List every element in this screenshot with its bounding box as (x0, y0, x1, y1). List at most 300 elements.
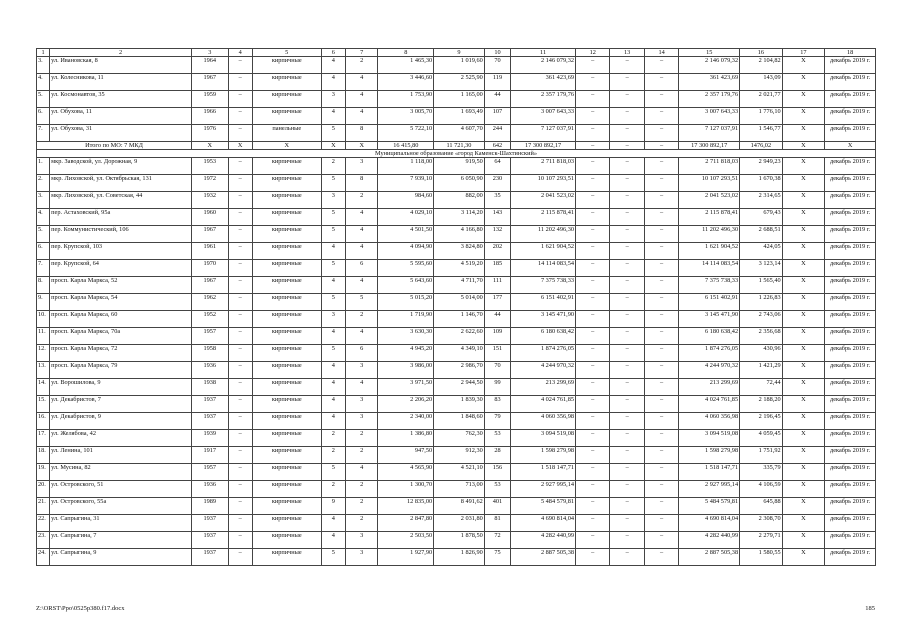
cell-living: 912,30 (434, 447, 485, 464)
cell-per: 2 949,23 (740, 158, 783, 175)
cell-living: 2 622,60 (434, 328, 485, 345)
cell-due: декабрь 2019 г. (825, 430, 876, 447)
column-number: 16 (740, 49, 783, 57)
cell-year: 1961 (192, 243, 228, 260)
cell-due: декабрь 2019 г. (825, 515, 876, 532)
cell-rec: – (228, 498, 252, 515)
cell-per: 72,44 (740, 379, 783, 396)
cell-own: 1 621 904,52 (679, 243, 740, 260)
table-row (37, 345, 876, 362)
table-row (37, 175, 876, 192)
cell-wall: кирпичные (252, 430, 321, 447)
cell-addr: пер. Крупской, 103 (50, 243, 192, 260)
table-row (37, 396, 876, 413)
cell-wall: кирпичные (252, 91, 321, 108)
cell-mark: X (782, 362, 825, 379)
cell-per: 1 546,77 (740, 125, 783, 142)
cell-area: 1 753,90 (378, 91, 434, 108)
cell-f2: – (610, 345, 644, 362)
cell-due: декабрь 2019 г. (825, 91, 876, 108)
cell-cost: 4 024 761,85 (511, 396, 576, 413)
cell-rec: – (228, 158, 252, 175)
total-d1: – (576, 142, 610, 150)
cell-floors: 4 (321, 74, 345, 91)
cell-cost: 1 621 904,52 (511, 243, 576, 260)
cell-mark: X (782, 209, 825, 226)
cell-year: 1966 (192, 108, 228, 125)
cell-year: 1989 (192, 498, 228, 515)
cell-f2: – (610, 277, 644, 294)
cell-wall: кирпичные (252, 260, 321, 277)
cell-area: 5 722,10 (378, 125, 434, 142)
cell-due: декабрь 2019 г. (825, 549, 876, 566)
cell-people: 53 (484, 430, 510, 447)
table-row (37, 464, 876, 481)
cell-entr: 4 (346, 464, 378, 481)
cell-own: 3 094 519,08 (679, 430, 740, 447)
cell-n: 21. (37, 498, 50, 515)
cell-f3: – (644, 277, 678, 294)
table-row (37, 125, 876, 142)
cell-rec: – (228, 209, 252, 226)
cell-living: 762,30 (434, 430, 485, 447)
cell-f1: – (576, 175, 610, 192)
cell-people: 156 (484, 464, 510, 481)
cell-area: 1 719,90 (378, 311, 434, 328)
cell-per: 679,43 (740, 209, 783, 226)
cell-own: 4 690 814,04 (679, 515, 740, 532)
cell-f1: – (576, 481, 610, 498)
cell-addr: пер. Крупской, 64 (50, 260, 192, 277)
cell-floors: 4 (321, 396, 345, 413)
cell-n: 5. (37, 226, 50, 243)
cell-per: 335,79 (740, 464, 783, 481)
cell-n: 8. (37, 277, 50, 294)
cell-mark: X (782, 91, 825, 108)
cell-year: 1936 (192, 481, 228, 498)
cell-wall: кирпичные (252, 447, 321, 464)
cell-wall: кирпичные (252, 362, 321, 379)
column-number-row (37, 49, 876, 57)
table-row (37, 515, 876, 532)
cell-f2: – (610, 243, 644, 260)
cell-year: 1937 (192, 413, 228, 430)
cell-rec: – (228, 481, 252, 498)
cell-f1: – (576, 413, 610, 430)
cell-area: 3 005,70 (378, 108, 434, 125)
cell-due: декабрь 2019 г. (825, 532, 876, 549)
cell-mark: X (782, 158, 825, 175)
cell-addr: ул. Обухова, 31 (50, 125, 192, 142)
cell-people: 132 (484, 226, 510, 243)
cell-per: 2 196,45 (740, 413, 783, 430)
cell-own: 2 146 079,32 (679, 57, 740, 74)
cell-wall: кирпичные (252, 549, 321, 566)
cell-living: 2 031,80 (434, 515, 485, 532)
cell-mark: X (782, 260, 825, 277)
cell-rec: – (228, 57, 252, 74)
total-x6: X (782, 142, 825, 150)
cell-per: 1 565,40 (740, 277, 783, 294)
cell-own: 3 007 643,33 (679, 108, 740, 125)
cell-f3: – (644, 226, 678, 243)
cell-year: 1960 (192, 209, 228, 226)
cell-cost: 6 151 402,91 (511, 294, 576, 311)
cell-addr: ул. Ивановская, 8 (50, 57, 192, 74)
cell-rec: – (228, 515, 252, 532)
cell-f3: – (644, 379, 678, 396)
cell-f3: – (644, 549, 678, 566)
cell-per: 2 356,68 (740, 328, 783, 345)
cell-year: 1959 (192, 91, 228, 108)
cell-n: 1. (37, 158, 50, 175)
cell-wall: кирпичные (252, 464, 321, 481)
cell-people: 177 (484, 294, 510, 311)
cell-year: 1952 (192, 311, 228, 328)
cell-n: 23. (37, 532, 50, 549)
cell-living: 2 944,50 (434, 379, 485, 396)
cell-n: 18. (37, 447, 50, 464)
cell-year: 1957 (192, 328, 228, 345)
cell-per: 2 104,82 (740, 57, 783, 74)
cell-f1: – (576, 277, 610, 294)
cell-own: 5 484 579,81 (679, 498, 740, 515)
cell-f2: – (610, 91, 644, 108)
cell-n: 13. (37, 362, 50, 379)
cell-f2: – (610, 74, 644, 91)
cell-entr: 3 (346, 396, 378, 413)
cell-cost: 2 115 878,41 (511, 209, 576, 226)
cell-area: 4 945,20 (378, 345, 434, 362)
cell-due: декабрь 2019 г. (825, 74, 876, 91)
cell-cost: 1 518 147,71 (511, 464, 576, 481)
cell-cost: 4 690 814,04 (511, 515, 576, 532)
cell-n: 10. (37, 311, 50, 328)
cell-due: декабрь 2019 г. (825, 57, 876, 74)
cell-f1: – (576, 311, 610, 328)
cell-n: 7. (37, 260, 50, 277)
cell-floors: 4 (321, 515, 345, 532)
cell-due: декабрь 2019 г. (825, 125, 876, 142)
cell-mark: X (782, 175, 825, 192)
cell-f2: – (610, 294, 644, 311)
cell-own: 213 299,69 (679, 379, 740, 396)
cell-year: 1964 (192, 57, 228, 74)
cell-floors: 2 (321, 447, 345, 464)
cell-n: 6. (37, 243, 50, 260)
cell-f1: – (576, 125, 610, 142)
cell-rec: – (228, 260, 252, 277)
cell-n: 3. (37, 57, 50, 74)
cell-mark: X (782, 108, 825, 125)
cell-addr: ул. Сапрыгина, 7 (50, 532, 192, 549)
cell-wall: кирпичные (252, 498, 321, 515)
cell-people: 35 (484, 192, 510, 209)
cell-floors: 4 (321, 379, 345, 396)
cell-per: 1 670,38 (740, 175, 783, 192)
column-number: 10 (484, 49, 510, 57)
table-row (37, 362, 876, 379)
cell-people: 109 (484, 328, 510, 345)
cell-mark: X (782, 447, 825, 464)
cell-f2: – (610, 396, 644, 413)
cell-addr: ул. Декабристов, 9 (50, 413, 192, 430)
cell-f3: – (644, 209, 678, 226)
cell-entr: 8 (346, 125, 378, 142)
cell-own: 4 024 761,85 (679, 396, 740, 413)
cell-wall: кирпичные (252, 515, 321, 532)
cell-addr: мкр. Лиховской, ул. Советская, 44 (50, 192, 192, 209)
cell-cost: 7 375 738,33 (511, 277, 576, 294)
cell-f3: – (644, 158, 678, 175)
cell-area: 984,60 (378, 192, 434, 209)
cell-entr: 6 (346, 260, 378, 277)
cell-people: 119 (484, 74, 510, 91)
cell-area: 2 503,50 (378, 532, 434, 549)
cell-f1: – (576, 328, 610, 345)
cell-due: декабрь 2019 г. (825, 277, 876, 294)
cell-n: 19. (37, 464, 50, 481)
column-number: 2 (50, 49, 192, 57)
cell-per: 2 743,06 (740, 311, 783, 328)
column-number: 4 (228, 49, 252, 57)
cell-entr: 4 (346, 226, 378, 243)
cell-f1: – (576, 74, 610, 91)
cell-living: 2 525,90 (434, 74, 485, 91)
cell-n: 12. (37, 345, 50, 362)
total-x1: X (192, 142, 228, 150)
cell-wall: кирпичные (252, 192, 321, 209)
cell-entr: 4 (346, 209, 378, 226)
cell-year: 1976 (192, 125, 228, 142)
cell-living: 4 521,10 (434, 464, 485, 481)
cell-area: 1 927,90 (378, 549, 434, 566)
cell-due: декабрь 2019 г. (825, 345, 876, 362)
cell-addr: пер. Коммунистический, 106 (50, 226, 192, 243)
cell-rec: – (228, 532, 252, 549)
cell-own: 6 151 402,91 (679, 294, 740, 311)
cell-f2: – (610, 192, 644, 209)
cell-floors: 4 (321, 413, 345, 430)
cell-rec: – (228, 549, 252, 566)
cell-wall: кирпичные (252, 243, 321, 260)
cell-wall: кирпичные (252, 277, 321, 294)
cell-floors: 5 (321, 345, 345, 362)
cell-f3: – (644, 108, 678, 125)
cell-people: 44 (484, 91, 510, 108)
cell-f3: – (644, 192, 678, 209)
cell-f2: – (610, 532, 644, 549)
table-row (37, 57, 876, 74)
table-row (37, 74, 876, 91)
cell-wall: кирпичные (252, 345, 321, 362)
cell-f2: – (610, 430, 644, 447)
cell-cost: 7 127 037,91 (511, 125, 576, 142)
cell-mark: X (782, 192, 825, 209)
cell-year: 1953 (192, 158, 228, 175)
cell-rec: – (228, 175, 252, 192)
cell-f1: – (576, 294, 610, 311)
table-row (37, 260, 876, 277)
cell-mark: X (782, 515, 825, 532)
cell-entr: 3 (346, 362, 378, 379)
cell-f1: – (576, 209, 610, 226)
cell-f3: – (644, 498, 678, 515)
cell-living: 4 166,80 (434, 226, 485, 243)
cell-cost: 2 711 818,03 (511, 158, 576, 175)
cell-own: 2 887 505,38 (679, 549, 740, 566)
cell-f1: – (576, 345, 610, 362)
cell-floors: 2 (321, 430, 345, 447)
cell-people: 99 (484, 379, 510, 396)
cell-rec: – (228, 464, 252, 481)
cell-own: 3 145 471,90 (679, 311, 740, 328)
cell-mark: X (782, 243, 825, 260)
cell-f2: – (610, 158, 644, 175)
table-row (37, 328, 876, 345)
cell-floors: 5 (321, 294, 345, 311)
cell-area: 1 386,80 (378, 430, 434, 447)
cell-people: 202 (484, 243, 510, 260)
cell-f1: – (576, 192, 610, 209)
cell-due: декабрь 2019 г. (825, 158, 876, 175)
cell-wall: кирпичные (252, 532, 321, 549)
cell-floors: 5 (321, 260, 345, 277)
cell-mark: X (782, 294, 825, 311)
cell-addr: мкр. Заводской, ул. Дорожная, 9 (50, 158, 192, 175)
cell-cost: 361 423,69 (511, 74, 576, 91)
cell-addr: ул. Островского, 55а (50, 498, 192, 515)
table-row (37, 481, 876, 498)
cell-f2: – (610, 515, 644, 532)
cell-wall: кирпичные (252, 108, 321, 125)
cell-own: 4 060 356,98 (679, 413, 740, 430)
cell-rec: – (228, 328, 252, 345)
cell-living: 5 014,00 (434, 294, 485, 311)
cell-area: 3 971,50 (378, 379, 434, 396)
cell-f3: – (644, 464, 678, 481)
total-per: 1476,02 (740, 142, 783, 150)
cell-people: 83 (484, 396, 510, 413)
cell-n: 20. (37, 481, 50, 498)
cell-floors: 5 (321, 549, 345, 566)
cell-f3: – (644, 294, 678, 311)
cell-f2: – (610, 413, 644, 430)
cell-f2: – (610, 226, 644, 243)
file-path: Z:\ORST\Ppo\0525p380.f17.docx (36, 605, 125, 612)
cell-due: декабрь 2019 г. (825, 209, 876, 226)
cell-floors: 4 (321, 328, 345, 345)
column-number: 15 (679, 49, 740, 57)
cell-year: 1936 (192, 362, 228, 379)
cell-f1: – (576, 515, 610, 532)
cell-people: 143 (484, 209, 510, 226)
cell-per: 3 123,14 (740, 260, 783, 277)
cell-f1: – (576, 464, 610, 481)
cell-mark: X (782, 532, 825, 549)
cell-n: 16. (37, 413, 50, 430)
total-x2: X (228, 142, 252, 150)
cell-people: 230 (484, 175, 510, 192)
cell-mark: X (782, 464, 825, 481)
cell-addr: ул. Обухова, 11 (50, 108, 192, 125)
cell-area: 2 847,80 (378, 515, 434, 532)
table-row (37, 549, 876, 566)
column-number: 11 (511, 49, 576, 57)
cell-rec: – (228, 108, 252, 125)
cell-addr: ул. Островского, 51 (50, 481, 192, 498)
cell-year: 1932 (192, 192, 228, 209)
total-x5: X (346, 142, 378, 150)
cell-addr: ул. Сапрыгина, 31 (50, 515, 192, 532)
cell-year: 1937 (192, 396, 228, 413)
cell-n: 9. (37, 294, 50, 311)
cell-floors: 2 (321, 158, 345, 175)
cell-due: декабрь 2019 г. (825, 175, 876, 192)
column-number: 3 (192, 49, 228, 57)
column-number: 13 (610, 49, 644, 57)
municipality-title: Муниципальное образование «город Каменск-Шахтинский» (37, 150, 876, 158)
cell-living: 1 165,00 (434, 91, 485, 108)
cell-living: 1 146,70 (434, 311, 485, 328)
cell-wall: кирпичные (252, 175, 321, 192)
cell-f3: – (644, 328, 678, 345)
cell-addr: ул. Ворошилова, 9 (50, 379, 192, 396)
cell-f3: – (644, 91, 678, 108)
cell-own: 11 202 496,30 (679, 226, 740, 243)
cell-people: 53 (484, 481, 510, 498)
cell-due: декабрь 2019 г. (825, 192, 876, 209)
cell-people: 401 (484, 498, 510, 515)
cell-people: 64 (484, 158, 510, 175)
cell-f3: – (644, 362, 678, 379)
cell-year: 1958 (192, 345, 228, 362)
cell-people: 70 (484, 57, 510, 74)
cell-floors: 4 (321, 532, 345, 549)
cell-floors: 5 (321, 125, 345, 142)
cell-area: 5 643,60 (378, 277, 434, 294)
cell-addr: мкр. Лиховской, ул. Октябрьская, 131 (50, 175, 192, 192)
cell-rec: – (228, 379, 252, 396)
cell-n: 24. (37, 549, 50, 566)
cell-mark: X (782, 430, 825, 447)
table-row (37, 379, 876, 396)
cell-cost: 11 202 496,30 (511, 226, 576, 243)
cell-wall: кирпичные (252, 396, 321, 413)
cell-rec: – (228, 311, 252, 328)
cell-per: 1 776,10 (740, 108, 783, 125)
cell-mark: X (782, 328, 825, 345)
cell-cost: 3 007 643,33 (511, 108, 576, 125)
cell-f2: – (610, 481, 644, 498)
cell-floors: 3 (321, 91, 345, 108)
cell-year: 1962 (192, 294, 228, 311)
cell-n: 2. (37, 175, 50, 192)
cell-mark: X (782, 481, 825, 498)
cell-per: 2 021,77 (740, 91, 783, 108)
cell-floors: 3 (321, 192, 345, 209)
cell-entr: 8 (346, 175, 378, 192)
column-number: 7 (346, 49, 378, 57)
cell-f2: – (610, 260, 644, 277)
cell-living: 713,00 (434, 481, 485, 498)
cell-mark: X (782, 345, 825, 362)
cell-cost: 4 060 356,98 (511, 413, 576, 430)
cell-per: 1 421,29 (740, 362, 783, 379)
cell-own: 2 115 878,41 (679, 209, 740, 226)
cell-year: 1939 (192, 430, 228, 447)
cell-per: 4 106,59 (740, 481, 783, 498)
